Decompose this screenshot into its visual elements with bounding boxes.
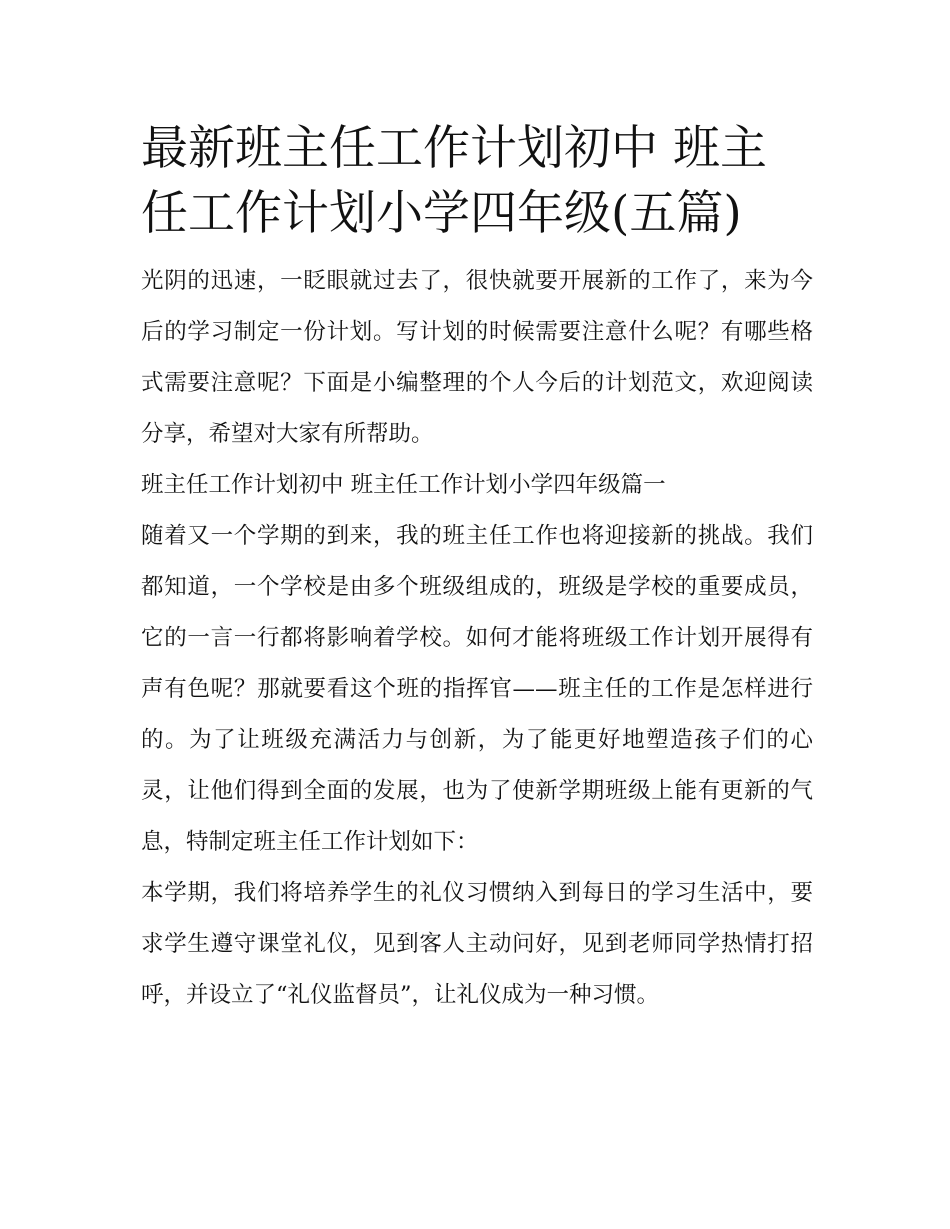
- document-title: 最新班主任工作计划初中 班主任工作计划小学四年级(五篇): [141, 121, 767, 241]
- body-paragraph: 本学期，我们将培养学生的礼仪习惯纳入到每日的学习生活中，要求学生遵守课堂礼仪，见到客人主动问好，见到老师同学热情打招呼，并设立了“礼仪监督员”，让礼仪成为一种习惯。: [141, 880, 813, 1008]
- section-heading: 班主任工作计划初中 班主任工作计划小学四年级篇一: [141, 472, 666, 498]
- intro-paragraph: 光阴的迅速，一眨眼就过去了，很快就要开展新的工作了，来为今后的学习制定一份计划。写计划的时候需要注意什么呢？有哪些格式需要注意呢？下面是小编整理的个人今后的计划范文，欢迎阅读分享，希望对大家有所帮助。: [141, 268, 813, 447]
- body-paragraph: 随着又一个学期的到来，我的班主任工作也将迎接新的挑战。我们都知道，一个学校是由多个班级组成的，班级是学校的重要成员，它的一言一行都将影响着学校。如何才能将班级工作计划开展得有声有色呢？那就要看这个班的指挥官——班主任的工作是怎样进行的。为了让班级充满活力与创新，为了能更好地塑造孩子们的心灵，让他们得到全面的发展，也为了使新学期班级上能有更新的气息，特制定班主任工作计划如下：: [141, 523, 813, 855]
- document-content: [141, 116, 813, 1021]
